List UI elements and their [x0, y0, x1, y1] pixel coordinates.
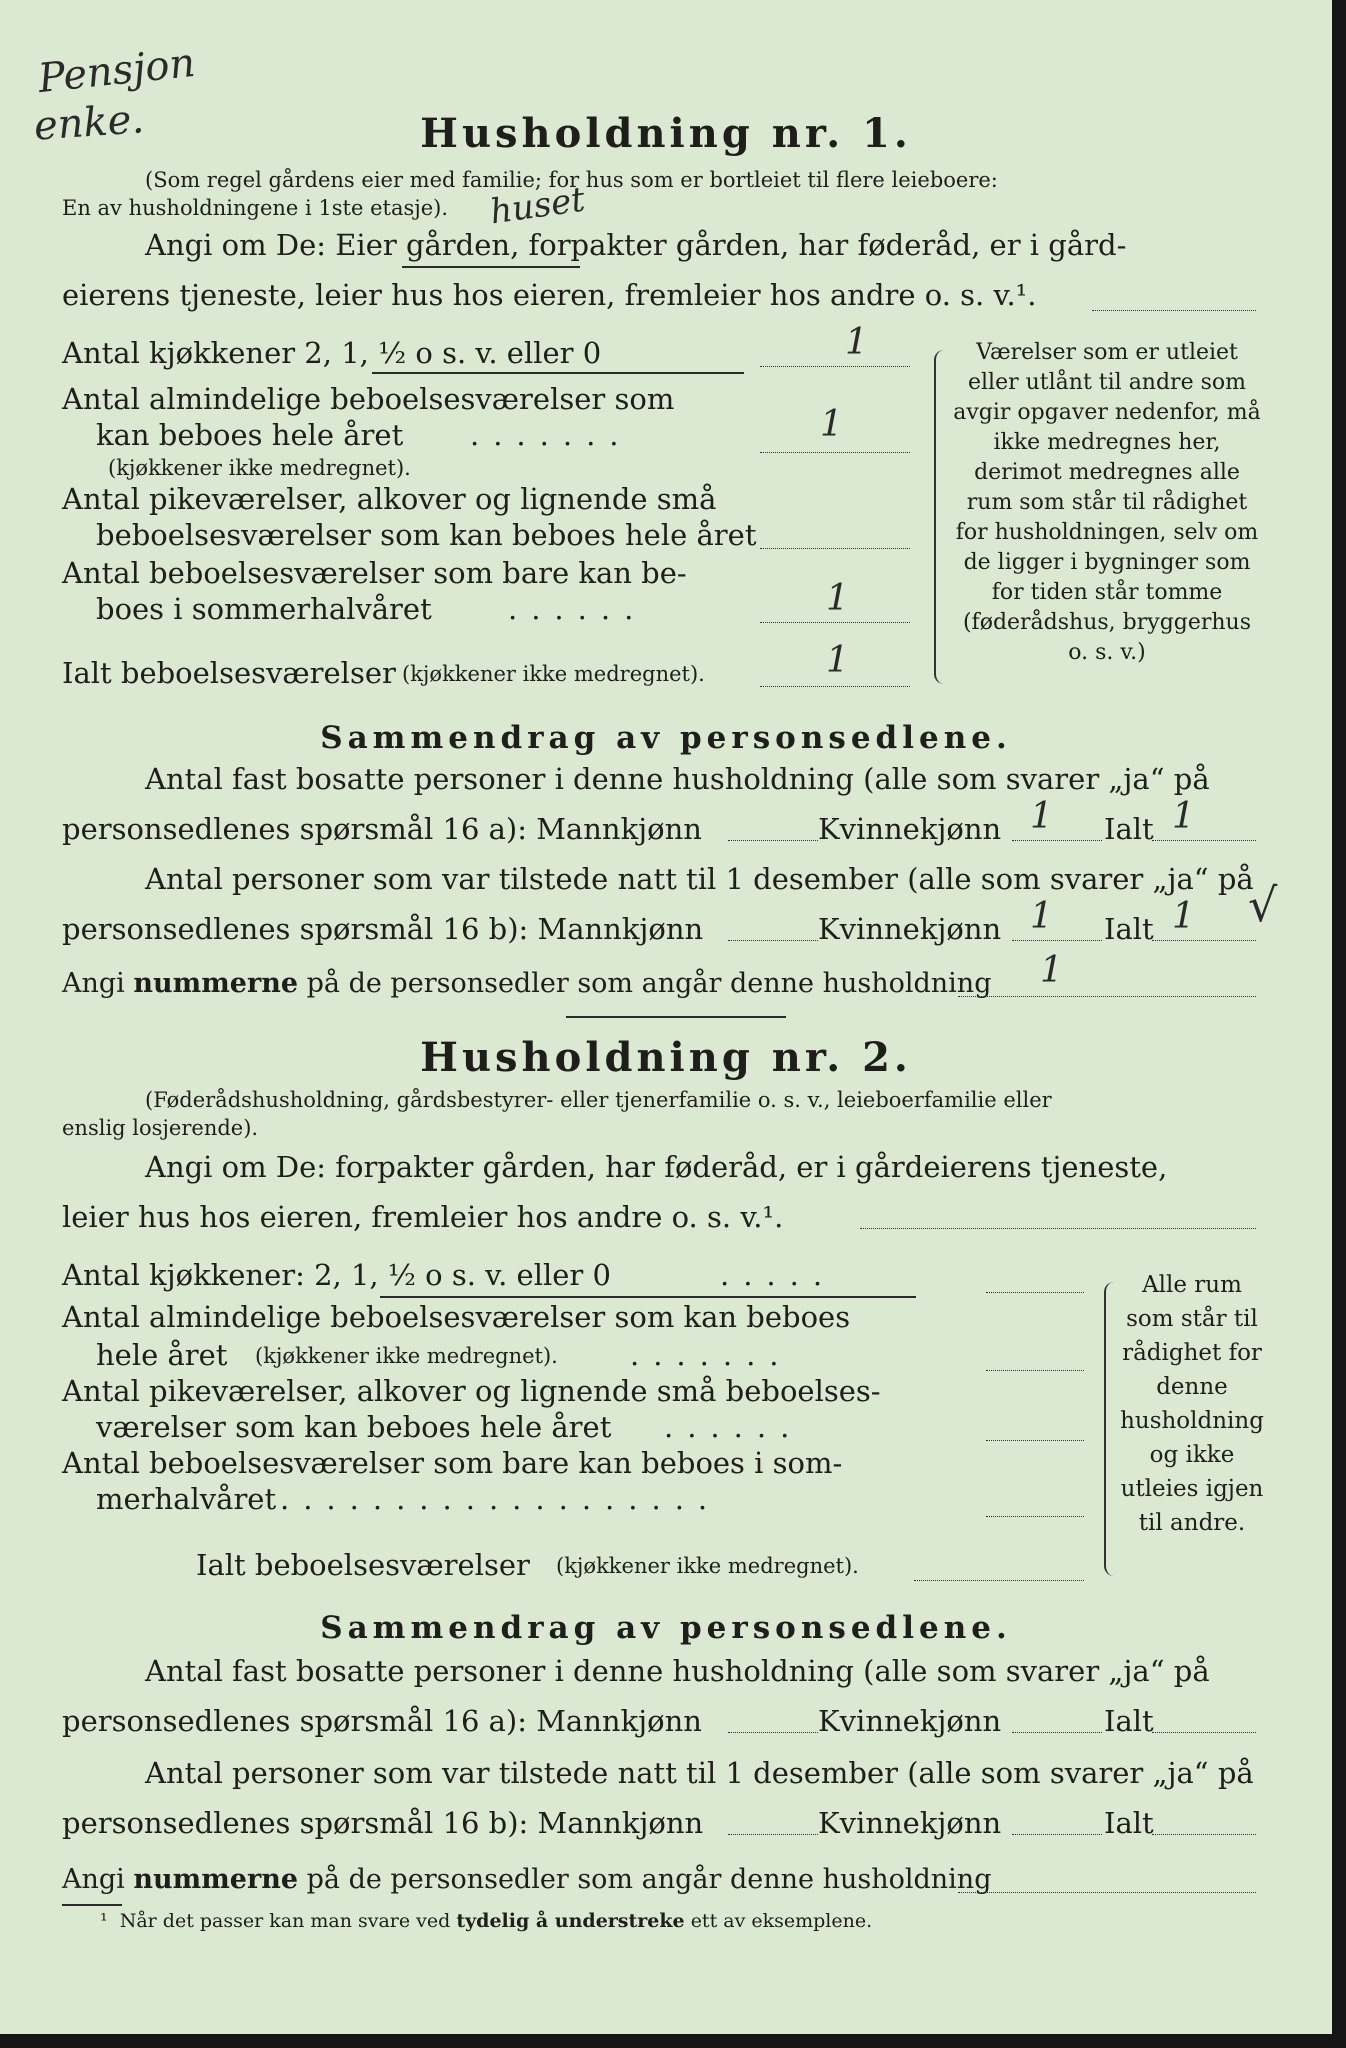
h1-fast-kvinne-label: Kvinnekjønn [818, 812, 1002, 846]
h2-natt-ialt-line [1152, 1834, 1256, 1835]
h1-natt-kvinne-label: Kvinnekjønn [818, 912, 1002, 946]
h2-natt-kvinne-line [1012, 1834, 1102, 1835]
h1-angi-answer-line [1092, 310, 1256, 311]
h1-sommer-line1: Antal beboelsesværelser som bare kan be- [62, 556, 687, 590]
h2-fast-kvinne-label: Kvinnekjønn [818, 1704, 1002, 1738]
h1-numre-label: Angi nummerne på de personsedler som angår denne husholdning [62, 968, 992, 999]
section-divider [566, 1016, 786, 1018]
h1-natt-ialt-line [1152, 940, 1256, 941]
footnote: ¹ Når det passer kan man svare ved tydelig å understreke ett av eksemplene. [100, 1910, 873, 1932]
h2-alm-line [986, 1370, 1084, 1371]
h2-angi-line2: leier hus hos eieren, fremleier hos andre o. s. v.¹. [62, 1200, 784, 1234]
h1-alm-line [760, 452, 910, 453]
h1-kjokkener-value: 1 [845, 322, 868, 363]
h1-angi-line2: eierens tjeneste, leier hus hos eieren, fremleier hos andre o. s. v.¹. [62, 278, 1037, 312]
h2-alm-dots: ....... [630, 1338, 793, 1372]
margin-note-line2: enke. [32, 96, 146, 150]
h1-numre-line [958, 996, 1256, 997]
h1-ialt-note: (kjøkkener ikke medregnet). [402, 662, 705, 686]
h2-ialt-label: Ialt beboelsesværelser [196, 1548, 530, 1582]
h1-check-mark: √ [1248, 878, 1278, 932]
h2-pike-line1: Antal pikeværelser, alkover og lignende små beboelses- [62, 1374, 881, 1408]
h1-title: Husholdning nr. 1. [420, 110, 912, 157]
h1-ialt-line [760, 686, 910, 687]
h2-summary-title: Sammendrag av personsedlene. [320, 1610, 1012, 1646]
h1-fast-ialt-line [1152, 840, 1256, 841]
h2-sommer-line1: Antal beboelsesværelser som bare kan beboes i som- [62, 1446, 843, 1480]
h1-natt-kvinne-line [1012, 940, 1102, 941]
h1-sommer-line [760, 622, 910, 623]
h2-angi-answer-line [860, 1228, 1256, 1229]
h2-ialt-note: (kjøkkener ikke medregnet). [556, 1554, 859, 1578]
h1-natt-ialt-label: Ialt [1104, 912, 1154, 946]
h1-natt-kvinne: 1 [1030, 896, 1053, 937]
h2-numre-line [958, 1892, 1256, 1893]
h1-sommer-value: 1 [826, 578, 849, 619]
h1-alm-line2: kan beboes hele året [96, 418, 404, 452]
h1-kjokkener-label: Antal kjøkkener 2, 1, ½ o s. v. eller 0 [62, 336, 602, 370]
h1-kjokkener-line [760, 366, 910, 367]
h2-pike-line2: værelser som kan beboes hele året [96, 1410, 612, 1444]
h1-fast-ialt-label: Ialt [1104, 812, 1154, 846]
h1-kjokkener-rule [372, 372, 744, 374]
h2-numre-label: Angi nummerne på de personsedler som angår denne husholdning [62, 1864, 992, 1895]
h1-sommer-line2: boes i sommerhalvåret [96, 592, 432, 626]
h2-kjokkener-rule [380, 1296, 916, 1298]
h1-alm-value: 1 [820, 404, 843, 445]
h2-alm-line2: hele året [96, 1338, 228, 1372]
h2-natt-line2: personsedlenes spørsmål 16 b): Mannkjønn [62, 1806, 704, 1840]
h1-side-brace [934, 350, 950, 684]
h2-pike-dots: ...... [664, 1410, 804, 1444]
h2-fast-line2: personsedlenes spørsmål 16 a): Mannkjønn [62, 1704, 702, 1738]
h1-natt-mann-line [728, 940, 818, 941]
h1-side-note: Værelser som er utleiet eller utlånt til andre som avgir opgaver nedenfor, må ikke medregnes her, derimot medregnes alle rum som står til rådighet for husholdningen, selv om de ligger i bygninger som for tiden står tomme (føderådshus, bryggerhus o. s. v.) [953, 340, 1261, 665]
h2-natt-line1: Antal personer som var tilstede natt til 1 desember (alle som svarer „ja“ på [145, 1756, 1254, 1790]
h2-pike-line [986, 1440, 1084, 1441]
h1-pike-line [760, 548, 910, 549]
margin-note-line1: Pensjon [36, 39, 198, 103]
h1-numre-value: 1 [1040, 950, 1063, 991]
h2-fast-ialt-line [1152, 1732, 1256, 1733]
h1-natt-line2: personsedlenes spørsmål 16 b): Mannkjønn [62, 912, 704, 946]
h1-natt-ialt: 1 [1172, 896, 1195, 937]
h1-alm-line3: (kjøkkener ikke medregnet). [108, 456, 411, 480]
h1-alm-dots: ....... [470, 418, 633, 452]
h2-fast-kvinne-line [1012, 1732, 1102, 1733]
h2-natt-mann-line [728, 1834, 818, 1835]
h2-kjokkener-dots: ..... [720, 1258, 837, 1292]
h2-sommer-line [986, 1516, 1084, 1517]
h1-fast-line2: personsedlenes spørsmål 16 a): Mannkjønn [62, 812, 702, 846]
h2-kjokkener-label: Antal kjøkkener: 2, 1, ½ o s. v. eller 0 [62, 1258, 611, 1292]
h2-natt-kvinne-label: Kvinnekjønn [818, 1806, 1002, 1840]
h1-handwritten-huset: huset [487, 179, 588, 233]
h2-side-note: Alle rum som står til rådighet for denne husholdning og ikke utleies igjen til andre. [1120, 1272, 1264, 1536]
h2-intro-line1: (Føderådshusholdning, gårdsbestyrer- eller tjenerfamilie o. s. v., leieboerfamilie eller [145, 1088, 1052, 1112]
h1-fast-kvinne: 1 [1030, 796, 1053, 837]
h1-intro-line2: En av husholdningene i 1ste etasje). [62, 196, 449, 220]
h2-kjokkener-line [986, 1292, 1084, 1293]
h1-intro-line1: (Som regel gårdens eier med familie; for hus som er bortleiet til flere leieboere: [145, 168, 998, 192]
h2-natt-ialt-label: Ialt [1104, 1806, 1154, 1840]
h1-pike-line1: Antal pikeværelser, alkover og lignende små [62, 482, 717, 516]
footnote-rule [62, 1904, 122, 1906]
h2-alm-line1: Antal almindelige beboelsesværelser som kan beboes [62, 1300, 851, 1334]
h2-intro-line2: enslig losjerende). [62, 1116, 259, 1140]
h1-alm-line1: Antal almindelige beboelsesværelser som [62, 382, 675, 416]
h2-title: Husholdning nr. 2. [420, 1034, 912, 1081]
h2-angi-line1: Angi om De: forpakter gården, har føderåd, er i gårdeierens tjeneste, [145, 1150, 1168, 1184]
h1-ialt-value: 1 [826, 640, 849, 681]
h2-fast-mann-line [728, 1732, 818, 1733]
h2-alm-note: (kjøkkener ikke medregnet). [255, 1344, 558, 1368]
h2-sommer-line2: merhalvåret [96, 1482, 277, 1516]
h1-natt-line1: Antal personer som var tilstede natt til 1 desember (alle som svarer „ja“ på [145, 862, 1254, 896]
h1-angi-line1: Angi om De: Eier gården, forpakter gården, har føderåd, er i gård- [145, 228, 1127, 262]
h1-fast-ialt: 1 [1172, 796, 1195, 837]
h1-fast-line1: Antal fast bosatte personer i denne husholdning (alle som svarer „ja“ på [145, 762, 1210, 796]
h2-fast-line1: Antal fast bosatte personer i denne husholdning (alle som svarer „ja“ på [145, 1654, 1210, 1688]
h2-ialt-line [914, 1580, 1084, 1581]
h1-fast-mann-line [728, 840, 818, 841]
h1-eier-underline [402, 266, 580, 268]
h2-fast-ialt-label: Ialt [1104, 1704, 1154, 1738]
h1-pike-line2: beboelsesværelser som kan beboes hele året [96, 518, 757, 552]
h1-fast-kvinne-line [1012, 840, 1102, 841]
h1-sommer-dots: ...... [508, 592, 648, 626]
h2-sommer-dots: ................... [280, 1482, 722, 1516]
h1-ialt-label: Ialt beboelsesværelser [62, 656, 396, 690]
h1-summary-title: Sammendrag av personsedlene. [320, 720, 1012, 756]
